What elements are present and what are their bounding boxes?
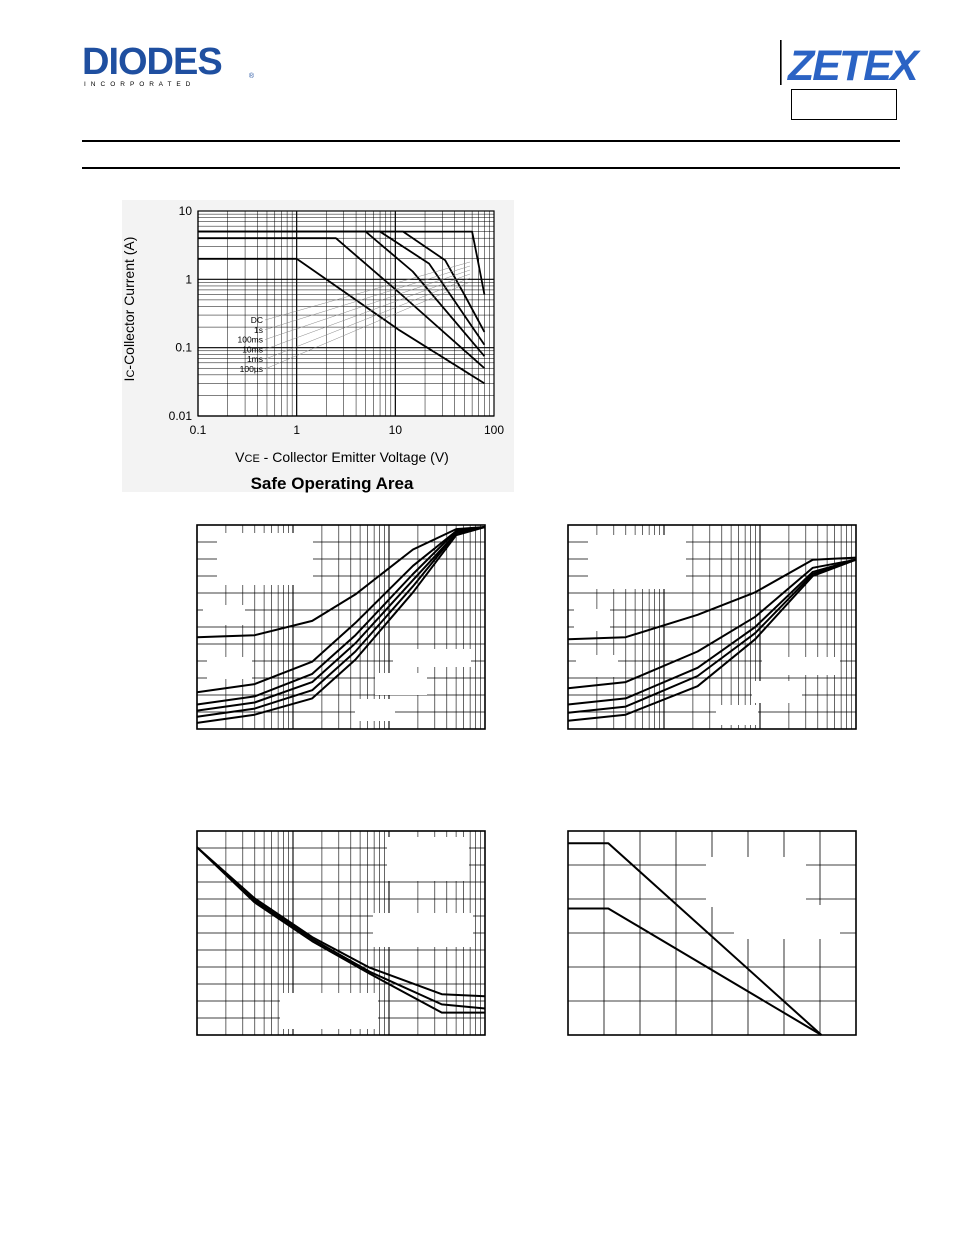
header-rule-bottom xyxy=(82,167,900,169)
soa-x-tick-label: 1 xyxy=(293,423,301,437)
chart-bottom-left xyxy=(195,829,487,1037)
chart-label-area xyxy=(217,533,313,585)
registered-mark-icon: ® xyxy=(248,73,254,80)
chart-label-area xyxy=(387,837,469,881)
zetex-logo-bar xyxy=(780,40,782,85)
soa-x-tick-label: 0.1 xyxy=(189,423,207,437)
diodes-logo xyxy=(82,40,257,88)
soa-y-axis-label: IC-Collector Current (A) xyxy=(121,236,137,382)
soa-x-axis-label: VCE - Collector Emitter Voltage (V) xyxy=(235,449,449,465)
soa-title: Safe Operating Area xyxy=(250,474,414,493)
soa-plot-frame xyxy=(198,211,494,416)
soa-y-tick-label: 10 xyxy=(178,204,192,218)
chart-bottom-right xyxy=(566,829,858,1037)
chart-top-right xyxy=(566,523,858,731)
chart-label-area xyxy=(207,657,252,679)
soa-x-tick-label: 100 xyxy=(483,423,505,437)
soa-y-tick-label: 1 xyxy=(185,272,192,287)
soa-chart xyxy=(118,196,518,496)
soa-grid xyxy=(198,211,494,416)
chart-label-area xyxy=(373,913,473,947)
soa-y-tick-label: 0.01 xyxy=(168,409,192,423)
soa-legend-label: 1s xyxy=(254,324,263,335)
soa-legend-label: 100ms xyxy=(237,334,263,345)
header-rule-top xyxy=(82,140,900,142)
soa-legend-label: 1ms xyxy=(246,354,263,365)
zetex-logo-text: ZETEX xyxy=(788,42,917,90)
soa-legend-label: DC xyxy=(250,315,263,325)
chart-label-area xyxy=(375,673,427,695)
zetex-logo xyxy=(780,40,917,90)
chart-label-area xyxy=(576,655,618,677)
soa-legend-label: 100µs xyxy=(239,364,263,374)
soa-x-tick-label: 10 xyxy=(388,423,403,437)
soa-legend-label: 10ms xyxy=(242,344,263,355)
chart-label-area xyxy=(762,657,840,675)
chart-label-area xyxy=(706,857,806,907)
chart-top-left xyxy=(195,523,487,731)
soa-y-tick-label: 0.1 xyxy=(175,340,192,355)
diodes-logo-sub: I N C O R P O R A T E D xyxy=(84,81,192,88)
chart-label-area xyxy=(716,705,758,725)
chart-label-area xyxy=(588,535,686,589)
chart-label-area xyxy=(734,905,840,939)
chart-label-area xyxy=(280,993,378,1029)
chart-label-area xyxy=(752,681,802,703)
chart-label-area xyxy=(393,649,471,667)
chart-label-area xyxy=(355,699,395,721)
diodes-logo-text: DIODES xyxy=(82,41,222,83)
part-number-box xyxy=(791,89,897,120)
chart-label-area xyxy=(203,605,245,625)
chart-label-area xyxy=(574,609,610,631)
